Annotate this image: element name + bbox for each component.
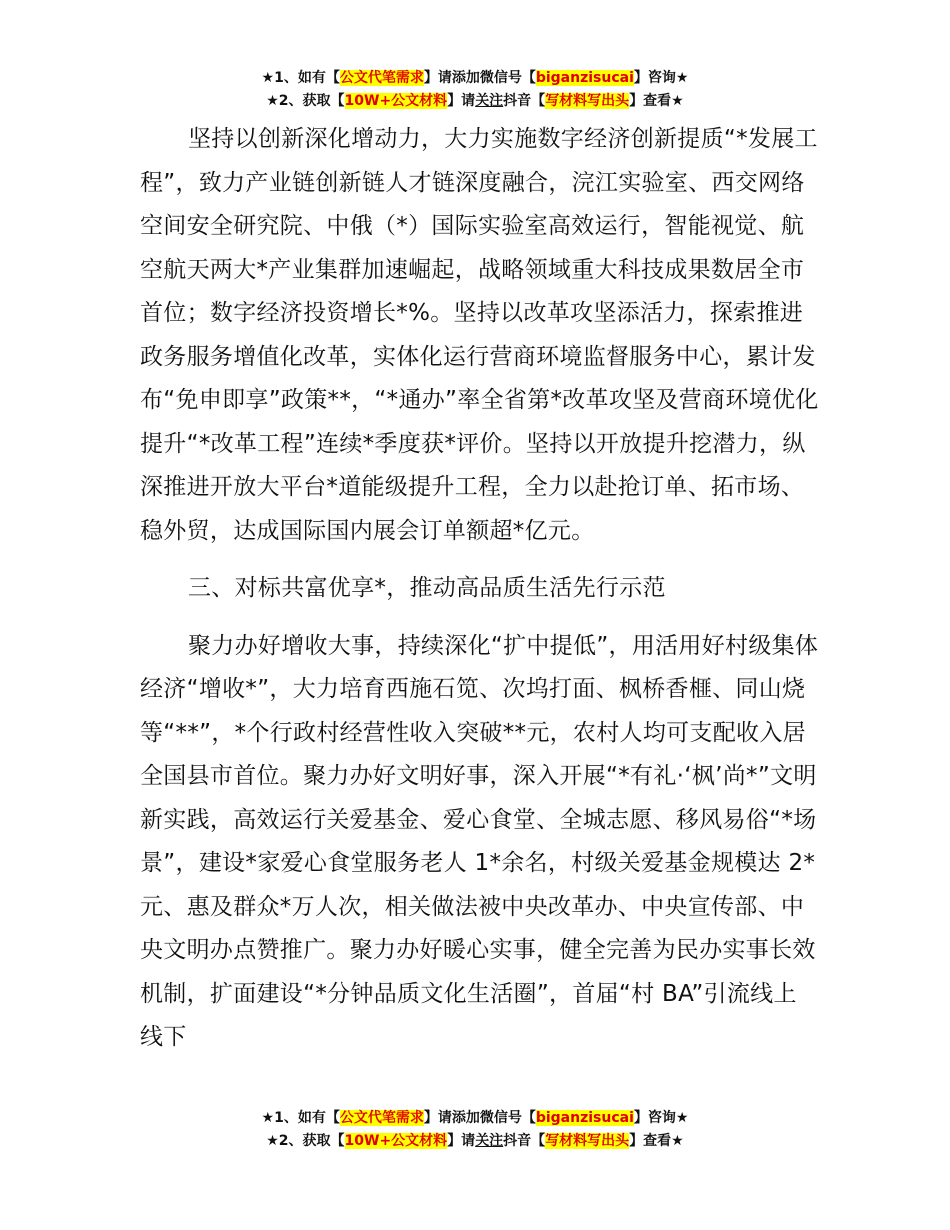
banner-line-2-prefix: ★2、获取【 [266, 93, 345, 109]
footer-highlight-douyin: 写材料写出头 [545, 1133, 630, 1149]
footer-line-1-prefix: ★1、如有【 [261, 1110, 340, 1126]
footer-banner-line-2 [0, 1130, 950, 1153]
banner-line-2-suffix: 】查看★ [629, 93, 684, 109]
header-banner [0, 67, 950, 113]
banner-line-1 [0, 67, 950, 90]
footer-highlight-materials: 10W+公文材料 [344, 1133, 448, 1149]
footer-highlight-wechat-id: biganzisucai [535, 1110, 634, 1126]
footer-line-1-bold-word: 添加 [451, 1110, 480, 1126]
banner-highlight-wechat-id: biganzisucai [535, 70, 634, 86]
footer-line-2-prefix: ★2、获取【 [266, 1133, 345, 1149]
banner-line-1-prefix: ★1、如有【 [261, 70, 340, 86]
footer-line-1-mid2: 微信号【 [479, 1110, 536, 1126]
banner-line-2-mid1: 】请 [447, 93, 476, 109]
banner-line-1-bold-word: 添加 [451, 70, 480, 86]
banner-highlight-materials: 10W+公文材料 [344, 93, 448, 109]
footer-line-2-mid1: 】请 [447, 1133, 476, 1149]
banner-line-1-mid1: 】请 [423, 70, 452, 86]
banner-line-1-mid2: 微信号【 [479, 70, 536, 86]
section-heading-3: 三、对标共富优享*，推动高品质生活先行示范 [188, 575, 666, 601]
footer-line-2-mid2: 抖音【 [503, 1133, 546, 1149]
body-paragraph-2: 聚力办好增收大事，持续深化“扩中提低”，用活用好村级集体经济“增收*”，大力培育西施石笕、次坞打面、枫桥香榧、同山烧等“**”，*个行政村经营性收入突破**元，农村人均可支配收入居全国县市首位。聚力办好文明好事，深入开展“*有礼·‘枫’尚*”文明新实践，高效运行关爱基金、爱心食堂、全城志愿、移风易俗“*场景”，建设*家爱心食堂服务老人 1*余名，村级关爱基金规模达 2*元、惠及群众*万人次，相关做法被中央改革办、中央宣传部、中央文明办点赞推广。聚力办好暖心实事，健全完善为民办实事长效机制，扩面建设“*分钟品质文化生活圈”，首届“村 BA”引流线上线下 [140, 632, 819, 1050]
footer-banner [0, 1107, 950, 1153]
footer-line-1-suffix: 】咨询★ [633, 1110, 689, 1126]
banner-line-2 [0, 90, 950, 113]
document-body [140, 118, 820, 1060]
banner-line-2-underlined-word: 关注 [475, 93, 504, 109]
footer-line-2-suffix: 】查看★ [629, 1133, 684, 1149]
body-paragraph-1: 坚持以创新深化增动力，大力实施数字经济创新提质“*发展工程”，致力产业链创新链人才链深度融合，浣江实验室、西交网络空间安全研究院、中俄（*）国际实验室高效运行，智能视觉、航空航天两大*产业集群加速崛起，战略领域重大科技成果数居全市首位；数字经济投资增长*%。坚持以改革攻坚添活力，探索推进政务服务增值化改革，实体化运行营商环境监督服务中心，累计发布“免申即享”政策**，“*通办”率全省第*改革攻坚及营商环境优化提升“*改革工程”连续*季度获*评价。坚持以开放提升挖潜力，纵深推进开放大平台*道能级提升工程，全力以赴抢订单、拓市场、稳外贸，达成国际国内展会订单额超*亿元。 [140, 126, 819, 544]
footer-banner-line-1 [0, 1107, 950, 1130]
banner-line-1-suffix: 】咨询★ [633, 70, 689, 86]
footer-line-2-underlined-word: 关注 [475, 1133, 504, 1149]
footer-line-1-mid1: 】请 [423, 1110, 452, 1126]
banner-highlight-ghostwriting: 公文代笔需求 [339, 70, 424, 86]
banner-highlight-douyin: 写材料写出头 [545, 93, 630, 109]
footer-highlight-ghostwriting: 公文代笔需求 [339, 1110, 424, 1126]
banner-line-2-mid2: 抖音【 [503, 93, 546, 109]
